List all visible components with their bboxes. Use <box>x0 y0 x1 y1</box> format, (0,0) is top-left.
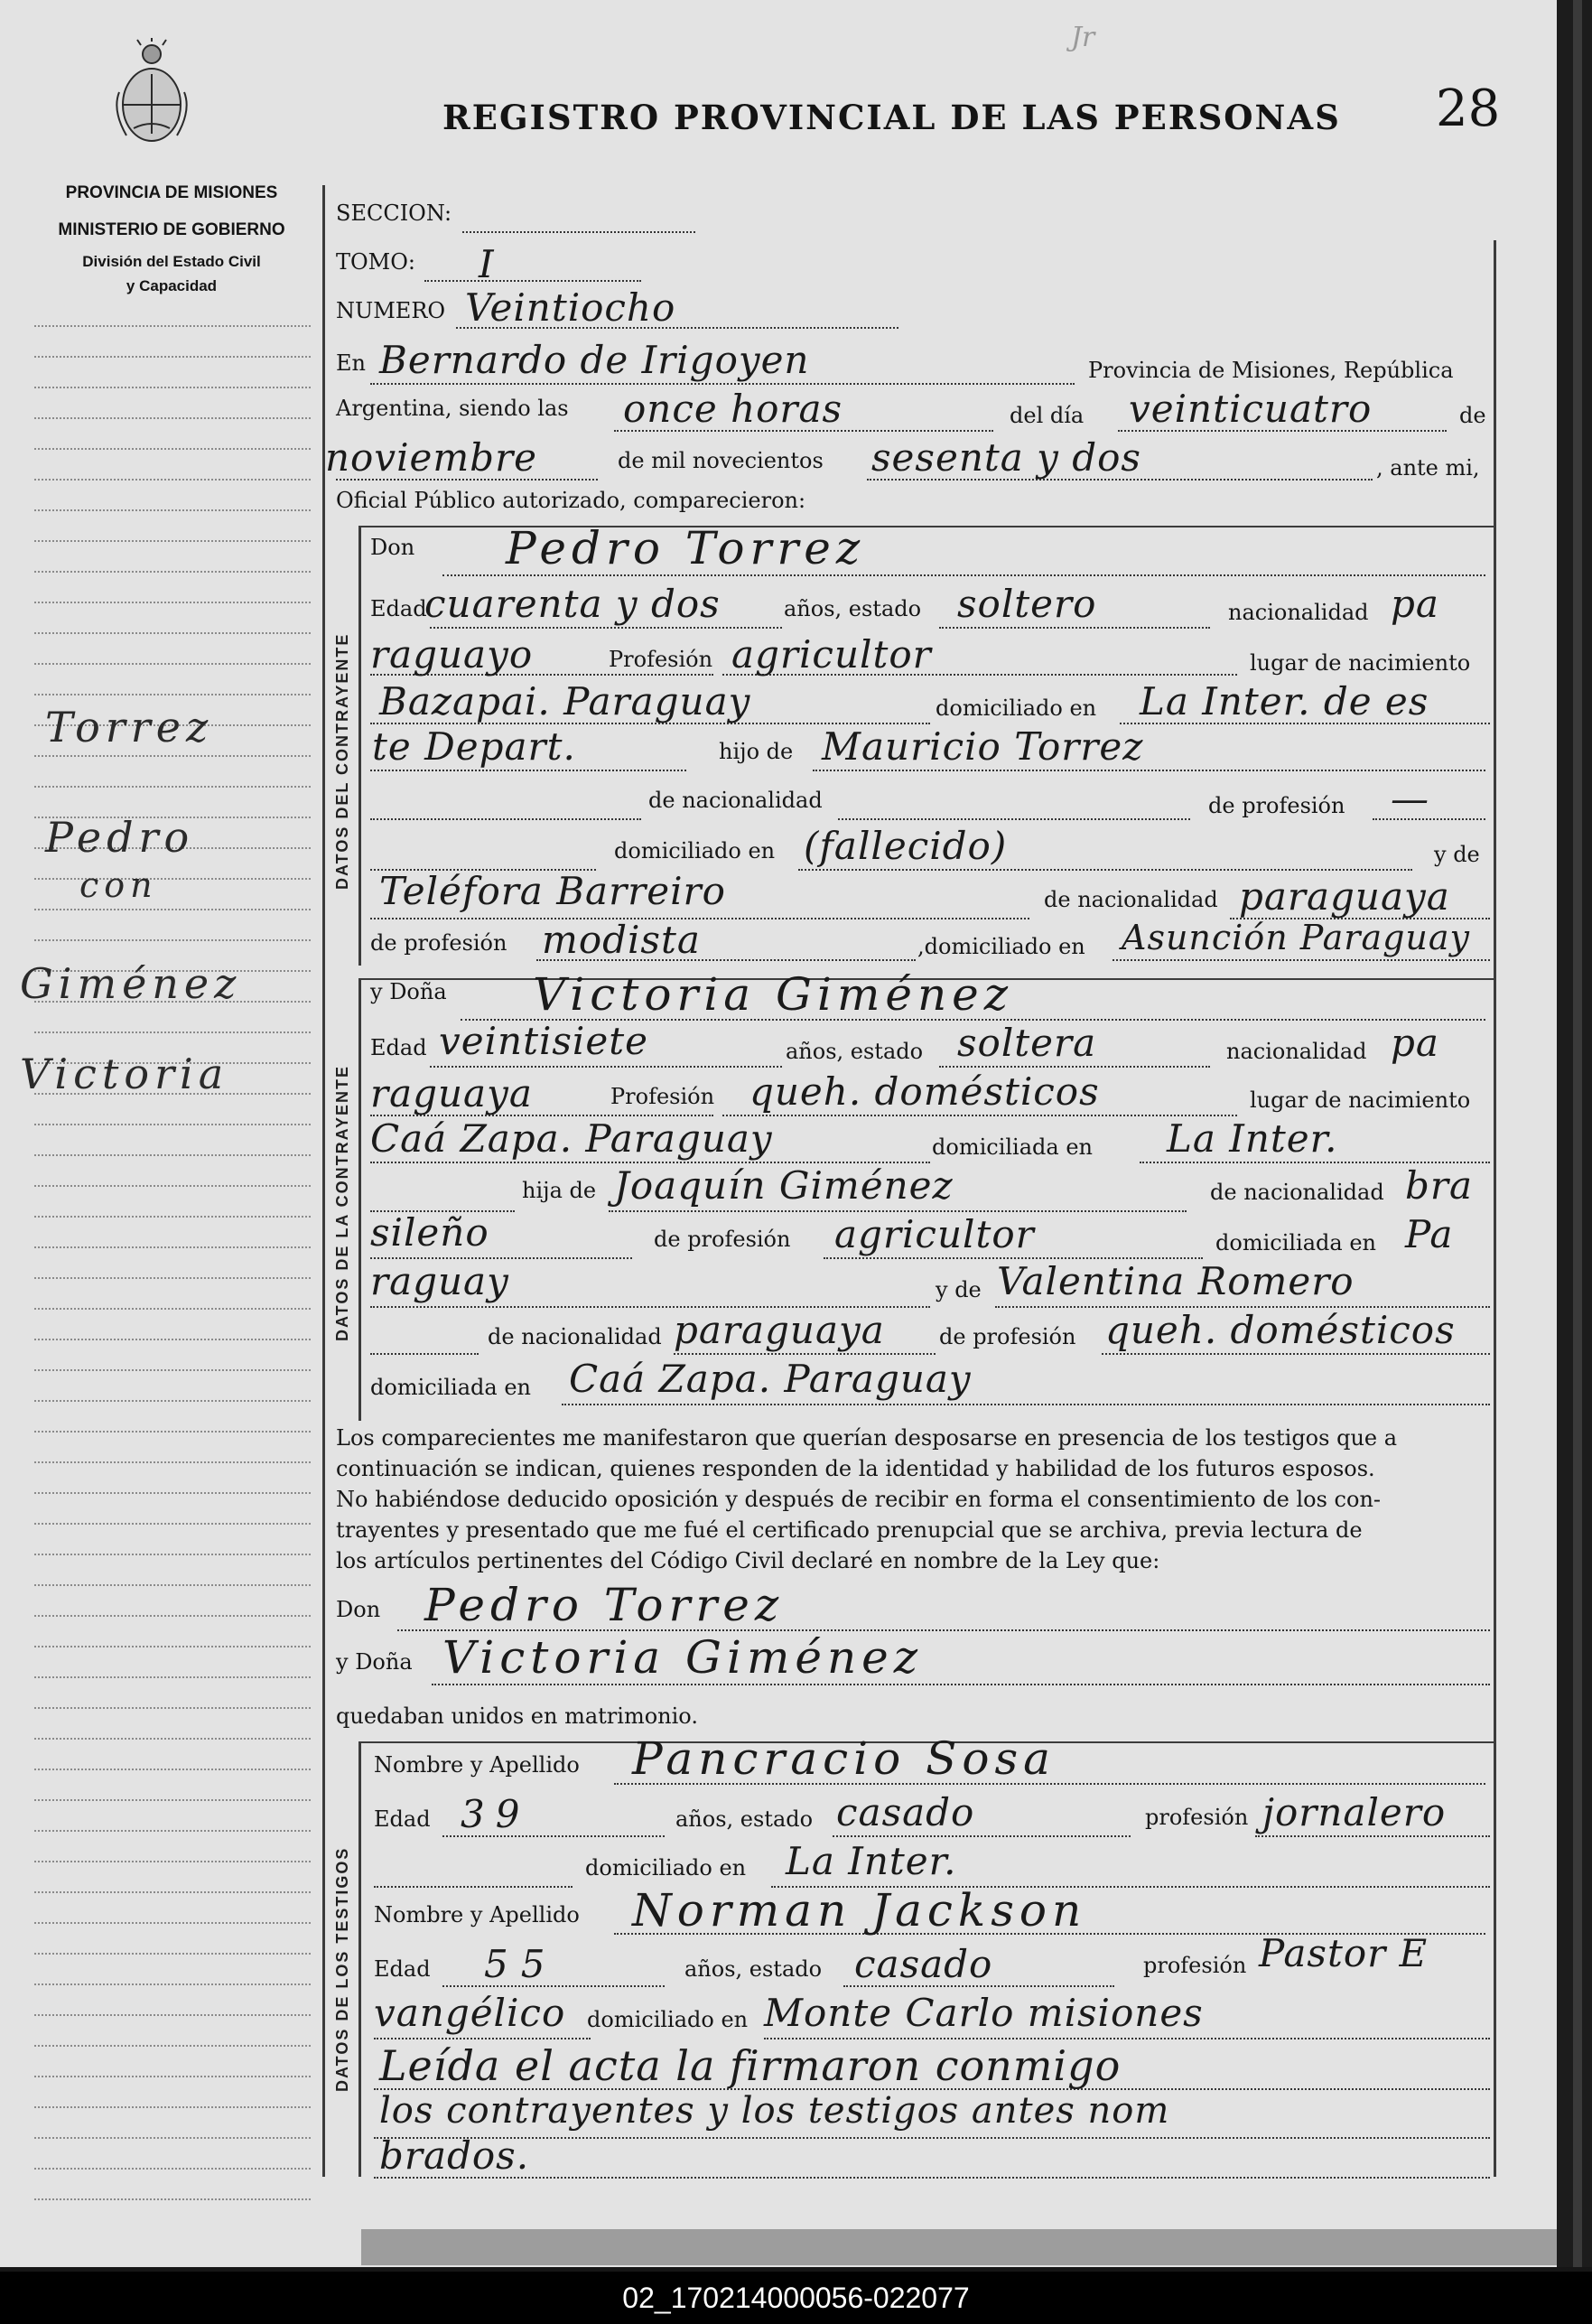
bride-age: veintisiete <box>439 1019 648 1063</box>
declaration-don-label: Don <box>336 1597 381 1622</box>
groom-profession: agricultor <box>731 632 932 677</box>
w2-name: Norman Jackson <box>632 1884 1087 1937</box>
bride-mother: Valentina Romero <box>997 1259 1355 1303</box>
bride-nationality-2: raguaya <box>370 1071 533 1115</box>
declaration-line-2: continuación se indican, quienes responden de la identidad y habilidad de los futuros esposos. <box>336 1456 1375 1481</box>
declaration-bride-name: Victoria Giménez <box>442 1631 924 1684</box>
groom-name: Pedro Torrez <box>506 522 866 574</box>
w2-address: Monte Carlo misiones <box>764 1991 1204 2035</box>
margin-rule-line <box>34 509 311 511</box>
closing-line-1: Leída el acta la firmaron conmigo <box>379 2041 1122 2090</box>
margin-rule-line <box>34 602 311 603</box>
bride-father-nationality-1: bra <box>1405 1163 1474 1208</box>
margin-rule-line <box>34 1185 311 1187</box>
margin-rule-line <box>34 1154 311 1156</box>
bride-nationality-1: pa <box>1391 1021 1439 1065</box>
margin-rule-line <box>34 1461 311 1463</box>
margin-rule-line <box>34 2168 311 2170</box>
margin-rule-line <box>34 2106 311 2108</box>
bride-y-de-label: y de <box>936 1277 982 1302</box>
place-value: Bernardo de Irigoyen <box>379 338 810 382</box>
bride-mother-prof-label: de profesión <box>939 1324 1076 1349</box>
margin-rule-line <box>34 2076 311 2077</box>
bride-prof-label: Profesión <box>610 1084 715 1109</box>
margin-rule-line <box>34 1031 311 1033</box>
binding-edge-inner <box>1573 0 1582 2267</box>
margin-rule-line <box>34 540 311 542</box>
margin-rule-line <box>34 1369 311 1371</box>
w1-dom-label: domiciliado en <box>585 1855 747 1881</box>
declaration-line-1: Los comparecientes me manifestaron que querían desposarse en presencia de los testigos que a <box>336 1425 1398 1451</box>
provincia-text: Provincia de Misiones, República <box>1088 358 1454 383</box>
page-number: 28 <box>1436 79 1501 138</box>
corner-mark: Jr <box>1071 22 1095 53</box>
issuer-division: División del Estado Civil <box>82 253 261 270</box>
groom-edad-label: Edad <box>370 596 427 621</box>
closing-line-2: los contrayentes y los testigos antes nom <box>379 2090 1170 2132</box>
margin-rule-line <box>34 1339 311 1340</box>
margin-rule-line <box>34 2198 311 2200</box>
margin-rule-line <box>34 1277 311 1279</box>
page-bottom-shadow <box>361 2229 1557 2265</box>
w1-age: 39 <box>461 1792 531 1836</box>
margin-rule-line <box>34 694 311 695</box>
de-text: de <box>1459 403 1486 428</box>
margin-rule-line <box>34 1492 311 1494</box>
margin-rule-line <box>34 1769 311 1770</box>
margin-rule-line <box>34 663 311 665</box>
groom-age: cuarenta y dos <box>424 582 721 626</box>
margin-rule-line <box>34 1431 311 1433</box>
bride-mother-nationality: paraguaya <box>674 1308 885 1352</box>
margin-rule-line <box>34 1676 311 1678</box>
groom-father-address: (fallecido) <box>804 824 1008 868</box>
margin-rule-line <box>34 1891 311 1893</box>
w2-profession-1: Pastor E <box>1259 1931 1429 1975</box>
margin-rule-line <box>34 939 311 941</box>
groom-status: soltero <box>957 582 1097 626</box>
bride-status: soltera <box>957 1021 1097 1065</box>
groom-don-label: Don <box>370 535 415 560</box>
margin-name-groom: Pedro <box>45 813 195 862</box>
bride-section-label: DATOS DE LA CONTRAYENTE <box>333 1064 351 1341</box>
margin-rule-line <box>34 1523 311 1525</box>
margin-rule-line <box>34 448 311 450</box>
groom-address-2: te Depart. <box>372 724 576 769</box>
bride-father-nationality-2: sileño <box>370 1210 489 1255</box>
bride-father-dom-label: domiciliada en <box>1215 1230 1376 1255</box>
groom-nationality-2: raguayo <box>370 632 534 677</box>
declaration-line-3: No habiéndose deducido oposición y después de recibir en forma el consentimiento de los con- <box>336 1487 1382 1512</box>
bride-father-address-2: raguay <box>370 1259 509 1303</box>
margin-rule-line <box>34 1554 311 1555</box>
bride-nac-label: nacionalidad <box>1226 1039 1367 1064</box>
groom-lugar-label: lugar de nacimiento <box>1250 650 1471 676</box>
declaration-dona-label: y Doña <box>336 1649 413 1675</box>
margin-rule-line <box>34 1830 311 1832</box>
margin-rule-line <box>34 2137 311 2139</box>
groom-father: Mauricio Torrez <box>822 724 1144 769</box>
w1-nombre-label: Nombre y Apellido <box>374 1752 580 1778</box>
groom-y-de-label: y de <box>1434 842 1480 867</box>
issuer-ministry: MINISTERIO DE GOBIERNO <box>58 220 285 239</box>
declaration-line-5: los artículos pertinentes del Código Civil declaré en nombre de la Ley que: <box>336 1548 1160 1573</box>
w2-profession-2: vangélico <box>374 1991 566 2035</box>
seccion-label: SECCION: <box>336 201 452 226</box>
issuer-capacity: y Capacidad <box>126 277 218 294</box>
witness-section-line <box>358 1741 361 2177</box>
w2-dom-label: domiciliado en <box>587 2007 749 2032</box>
w2-age: 55 <box>484 1942 558 1986</box>
groom-nac-label: nacionalidad <box>1228 600 1369 625</box>
margin-rule-line <box>34 786 311 788</box>
groom-prof-label: Profesión <box>609 647 713 672</box>
page-title: REGISTRO PROVINCIAL DE LAS PERSONAS <box>442 98 1341 137</box>
margin-rule-line <box>34 878 311 880</box>
margin-connector: con <box>79 865 158 905</box>
w1-address: La Inter. <box>786 1839 957 1883</box>
day-value: veinticuatro <box>1129 387 1373 431</box>
w1-edad-label: Edad <box>374 1806 431 1832</box>
ante-mi-text: , ante mi, <box>1376 455 1480 481</box>
margin-rule-line <box>34 1216 311 1218</box>
w2-prof-label: profesión <box>1143 1953 1247 1978</box>
groom-mother-prof-label: de profesión <box>370 930 507 956</box>
bride-edad-label: Edad <box>370 1035 427 1060</box>
en-label: En <box>336 350 366 376</box>
frame-right-line <box>1494 240 1496 2177</box>
margin-rule-line <box>34 387 311 388</box>
margin-rule-line <box>34 479 311 481</box>
bride-father-nac-label: de nacionalidad <box>1210 1180 1384 1205</box>
month-value: noviembre <box>325 435 537 480</box>
bride-father-profession: agricultor <box>834 1212 1035 1256</box>
year-value: sesenta y dos <box>871 435 1141 480</box>
margin-rule-line <box>34 356 311 358</box>
bride-name: Victoria Giménez <box>533 968 1014 1021</box>
w1-prof-label: profesión <box>1145 1805 1249 1830</box>
bride-address: La Inter. <box>1167 1116 1338 1161</box>
bride-lugar-label: lugar de nacimiento <box>1250 1087 1471 1113</box>
w1-profession: jornalero <box>1262 1790 1447 1834</box>
image-id-caption: 02_170214000056-022077 <box>0 2272 1592 2324</box>
margin-rule-line <box>34 1738 311 1740</box>
margin-rule-line <box>34 632 311 634</box>
groom-father-dom-label: domiciliado en <box>614 838 776 863</box>
issuer-province: PROVINCIA DE MISIONES <box>65 183 278 202</box>
hour-value: once horas <box>623 387 843 431</box>
bride-anos-label: años, estado <box>786 1039 924 1064</box>
w1-anos-label: años, estado <box>675 1806 814 1832</box>
groom-nationality-1: pa <box>1391 582 1439 626</box>
tomo-value: I <box>479 242 495 286</box>
margin-rule-line <box>34 755 311 757</box>
w1-status: casado <box>836 1790 975 1834</box>
groom-father-nac-label: de nacionalidad <box>648 788 823 813</box>
w2-nombre-label: Nombre y Apellido <box>374 1902 580 1927</box>
groom-birthplace: Bazapai. Paraguay <box>379 679 751 723</box>
margin-rule-line <box>34 2014 311 2016</box>
groom-father-prof-label: de profesión <box>1208 793 1345 818</box>
groom-dom-label: domiciliado en <box>936 695 1097 721</box>
margin-rule-line <box>34 1799 311 1801</box>
margin-rule-line <box>34 1707 311 1709</box>
groom-section-line <box>358 526 361 966</box>
coat-of-arms-icon <box>114 38 190 154</box>
margin-rule-line <box>34 1646 311 1647</box>
numero-label: NUMERO <box>336 298 446 323</box>
declaration-line-4: trayentes y presentado que me fué el certificado prenupcial que se archiva, previa lectura de <box>336 1517 1363 1543</box>
bride-mother-nac-label: de nacionalidad <box>488 1324 662 1349</box>
bride-hija-label: hija de <box>522 1178 597 1203</box>
closing-line-3: brados. <box>379 2133 530 2178</box>
bride-dom-label: domiciliada en <box>932 1134 1093 1160</box>
tomo-label: TOMO: <box>336 249 416 275</box>
margin-rule-line <box>34 909 311 910</box>
de-mil-text: de mil novecientos <box>618 448 824 473</box>
bride-birthplace: Caá Zapa. Paraguay <box>370 1116 773 1161</box>
del-dia-text: del día <box>1010 403 1085 428</box>
margin-rule-line <box>34 571 311 573</box>
groom-hijo-label: hijo de <box>719 739 794 764</box>
margin-rule-line <box>34 1983 311 1985</box>
margin-rule-line <box>34 417 311 419</box>
oficial-text: Oficial Público autorizado, comparecieron: <box>336 488 806 513</box>
groom-mother-nac-label: de nacionalidad <box>1044 887 1218 912</box>
w1-name: Pancracio Sosa <box>632 1732 1056 1785</box>
declaration-closing: quedaban unidos en matrimonio. <box>336 1703 698 1729</box>
bride-mother-dom-label: domiciliada en <box>370 1375 531 1400</box>
margin-rule-line <box>34 1308 311 1310</box>
margin-surname-bride: Giménez <box>20 959 242 1008</box>
numero-value: Veintiocho <box>465 285 676 330</box>
margin-rule-line <box>34 1922 311 1924</box>
bride-mother-address: Caá Zapa. Paraguay <box>569 1357 972 1401</box>
groom-mother-profession: modista <box>542 918 701 962</box>
groom-mother-address: Asunción Paraguay <box>1122 918 1471 957</box>
margin-rule-line <box>34 1246 311 1248</box>
groom-father-profession: — <box>1391 777 1429 821</box>
margin-name-bride: Victoria <box>20 1050 229 1098</box>
bride-father: Joaquín Giménez <box>614 1163 954 1208</box>
declaration-groom-name: Pedro Torrez <box>424 1579 785 1631</box>
margin-rule-line <box>34 325 311 327</box>
w2-edad-label: Edad <box>374 1956 431 1982</box>
groom-anos-label: años, estado <box>784 596 922 621</box>
bride-father-prof-label: de profesión <box>654 1227 791 1252</box>
groom-mother: Teléfora Barreiro <box>379 869 726 913</box>
bride-section-line <box>358 978 361 1421</box>
w2-status: casado <box>854 1942 993 1986</box>
bride-father-address-1: Pa <box>1405 1212 1454 1256</box>
groom-mother-nationality: paraguaya <box>1239 874 1450 919</box>
margin-rule-line <box>34 2045 311 2047</box>
w2-anos-label: años, estado <box>684 1956 823 1982</box>
groom-section-label: DATOS DEL CONTRAYENTE <box>333 632 351 890</box>
groom-address-1: La Inter. de es <box>1140 679 1429 723</box>
bride-mother-profession: queh. domésticos <box>1105 1308 1456 1352</box>
argentina-text: Argentina, siendo las <box>336 396 569 421</box>
witness-section-label: DATOS DE LOS TESTIGOS <box>333 1846 351 2092</box>
margin-rule-line <box>34 1124 311 1125</box>
groom-mother-dom-label: ,domiciliado en <box>917 934 1085 959</box>
margin-rule-line <box>34 1400 311 1402</box>
bride-dona-label: y Doña <box>370 979 447 1004</box>
margin-surname-groom: Torrez <box>45 703 214 751</box>
margin-rule-line <box>34 1615 311 1617</box>
bride-profession: queh. domésticos <box>749 1069 1100 1114</box>
margin-rule-line <box>34 1584 311 1586</box>
margin-rule-line <box>34 1953 311 1955</box>
frame-left-line <box>322 185 325 2177</box>
margin-rule-line <box>34 1861 311 1862</box>
